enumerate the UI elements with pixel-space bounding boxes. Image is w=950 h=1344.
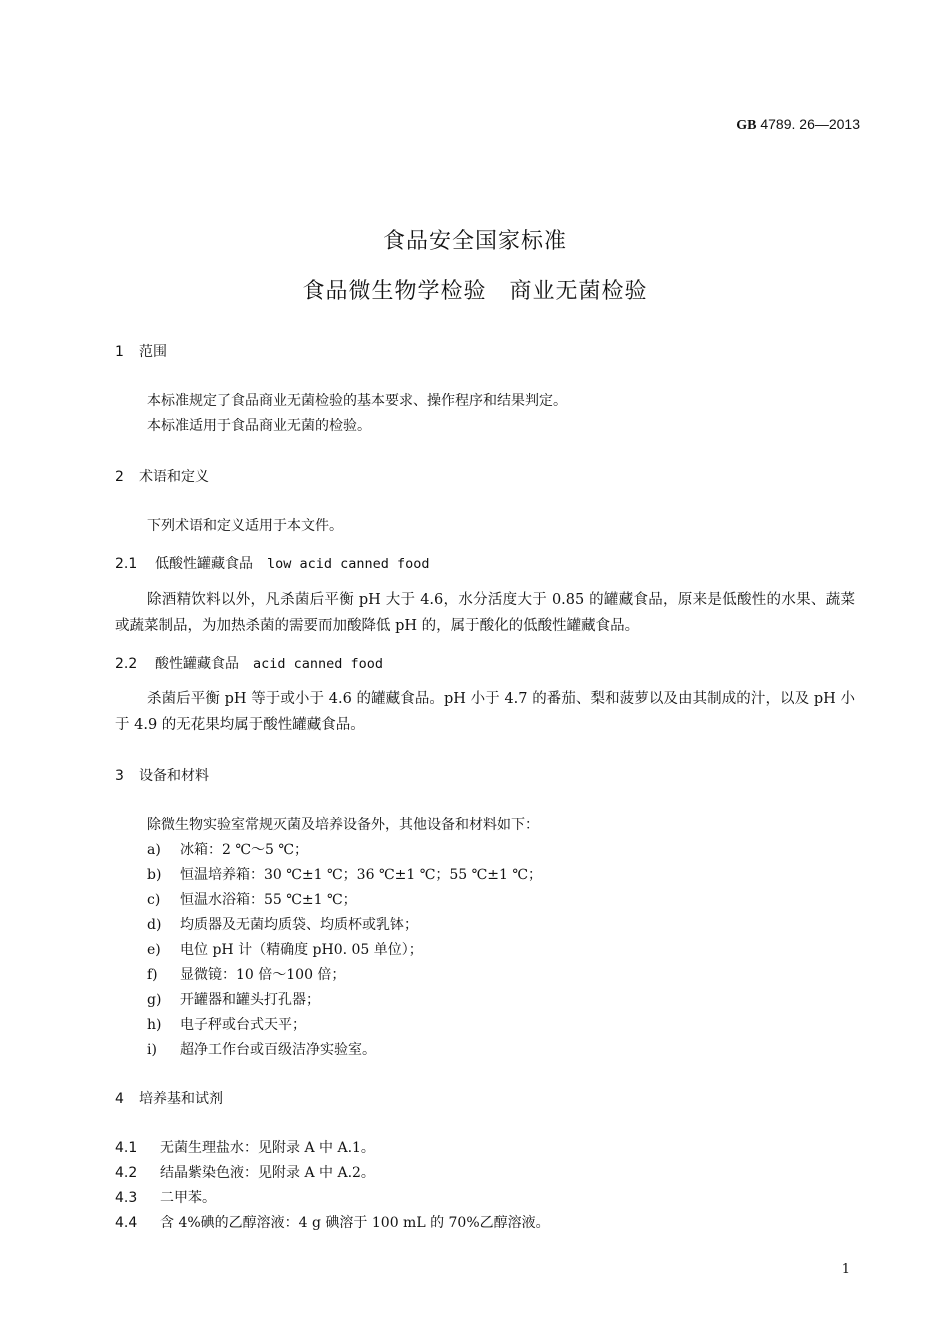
list-item: i) 超净工作台或百级洁净实验室。 — [147, 1042, 376, 1058]
section-2-1-heading: 2.1 低酸性罐藏食品 low acid canned food — [115, 556, 430, 572]
reagent-item: 4.4 含 4%碘的乙醇溶液：4 g 碘溶于 100 mL 的 70%乙醇溶液。 — [115, 1215, 550, 1231]
reagent-item: 4.2 结晶紫染色液：见附录 A 中 A.2。 — [115, 1165, 375, 1181]
list-item: d) 均质器及无菌均质袋、均质杯或乳钵； — [147, 917, 418, 933]
section-3-heading: 3 设备和材料 — [115, 768, 209, 784]
section-3-intro: 除微生物实验室常规灭菌及培养设备外，其他设备和材料如下： — [147, 817, 539, 833]
document-title: 食品安全国家标准 — [382, 229, 567, 254]
list-item: b) 恒温培养箱：30 ℃±1 ℃；36 ℃±1 ℃；55 ℃±1 ℃； — [147, 867, 543, 883]
list-item: c) 恒温水浴箱：55 ℃±1 ℃； — [147, 892, 357, 908]
section-2-paragraph: 下列术语和定义适用于本文件。 — [147, 518, 343, 534]
page-number: 1 — [841, 1262, 850, 1277]
standard-number: GB 4789. 26—2013 — [736, 116, 860, 133]
section-4-heading: 4 培养基和试剂 — [115, 1091, 223, 1107]
document-subtitle: 食品微生物学检验 商业无菌检验 — [302, 279, 648, 304]
list-item: e) 电位 pH 计（精确度 pH0. 05 单位）； — [147, 942, 423, 958]
section-1-paragraph-1: 本标准规定了食品商业无菌检验的基本要求、操作程序和结果判定。 — [147, 393, 567, 409]
list-item: f) 显微镜：10 倍～100 倍； — [147, 967, 346, 983]
section-2-heading: 2 术语和定义 — [115, 469, 209, 485]
list-item: h) 电子秤或台式天平； — [147, 1017, 306, 1033]
section-1-heading: 1 范围 — [115, 344, 167, 360]
list-item: g) 开罐器和罐头打孔器； — [147, 992, 320, 1008]
list-item: a) 冰箱：2 ℃～5 ℃； — [147, 842, 309, 858]
reagent-item: 4.1 无菌生理盐水：见附录 A 中 A.1。 — [115, 1140, 375, 1156]
section-2-2-heading: 2.2 酸性罐藏食品 acid canned food — [115, 656, 384, 672]
section-2-2-text: 杀菌后平衡 pH 等于或小于 4.6 的罐藏食品。pH 小于 4.7 的番茄、梨和菠萝以及由其制成的汁，以及 pH 小于 4.9 的无花果均属于酸性罐藏食品。 — [115, 691, 855, 733]
section-1-paragraph-2: 本标准适用于食品商业无菌的检验。 — [147, 418, 371, 434]
section-2-1-text: 除酒精饮料以外，凡杀菌后平衡 pH 大于 4.6，水分活度大于 0.85 的罐藏食品，原来是低酸性的水果、蔬菜或蔬菜制品，为加热杀菌的需要而加酸降低 pH 的，属于酸化的低酸性罐藏食品。 — [115, 592, 855, 634]
reagent-item: 4.3 二甲苯。 — [115, 1190, 216, 1206]
